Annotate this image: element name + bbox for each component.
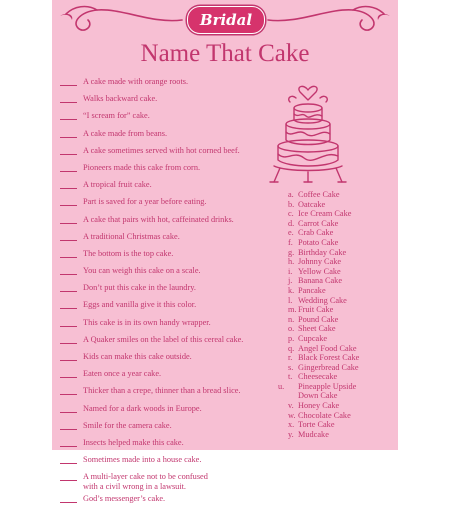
question-item: A traditional Christmas cake. [60,232,305,249]
question-item: Don’t put this cake in the laundry. [60,283,305,300]
answer-blank[interactable] [60,77,77,86]
answer-item: u. Pineapple Upside Down Cake [278,381,357,401]
question-item: Eaten once a year cake. [60,369,305,386]
answer-blank[interactable] [60,421,77,430]
answer-item: x. Torte Cake [288,420,335,430]
answer-item: h. Johnny Cake [288,257,342,267]
answer-blank[interactable] [60,232,77,241]
answer-blank[interactable] [60,94,77,103]
answer-item: e. Crab Cake [288,228,334,238]
answer-item: p. Cupcake [288,333,328,343]
answer-item: f. Potato Cake [288,237,339,247]
question-item: Smile for the camera cake. [60,421,305,438]
answer-blank[interactable] [60,494,77,503]
answer-blank[interactable] [60,438,77,447]
answer-blank[interactable] [60,283,77,292]
question-item: The bottom is the top cake. [60,249,305,266]
answer-blank[interactable] [60,335,77,344]
answer-item: s. Gingerbread Cake [288,362,359,372]
question-item: A Quaker smiles on the label of this cereal cake. [60,335,305,352]
answer-item: d. Carrot Cake [288,218,339,228]
answer-item: r. Black Forest Cake [288,353,360,363]
answer-item: t. Cheesecake [288,372,338,382]
answer-blank[interactable] [60,369,77,378]
answer-item: j. Banana Cake [288,276,343,286]
answer-list [278,190,398,439]
answer-item: o. Sheet Cake [288,324,336,334]
question-item: Insects helped make this cake. [60,438,305,455]
answer-blank[interactable] [60,111,77,120]
question-item: A cake sometimes served with hot corned beef. [60,146,305,163]
answer-blank[interactable] [60,215,77,224]
question-item: “I scream for” cake. [60,111,305,128]
answer-item: c. Ice Cream Cake [288,209,352,219]
question-item: A cake made from beans. [60,129,305,146]
question-item: Walks backward cake. [60,94,305,111]
answer-blank[interactable] [60,455,77,464]
answer-item: b. Oatcake [288,199,326,209]
answer-blank[interactable] [60,318,77,327]
answer-blank[interactable] [60,163,77,172]
answer-item: y. Mudcake [288,429,329,439]
bridal-badge: Bridal [187,6,265,34]
answer-item: w. Chocolate Cake [288,410,351,420]
answer-blank[interactable] [60,266,77,275]
answer-blank[interactable] [60,249,77,258]
question-item: A cake that pairs with hot, caffeinated drinks. [60,215,305,232]
answer-item: q. Angel Food Cake [288,343,357,353]
tiered-cake-heart-icon [266,76,350,186]
answer-blank[interactable] [60,404,77,413]
question-item: Sometimes made into a house cake. [60,455,305,472]
question-item: This cake is in its own handy wrapper. [60,318,305,335]
answer-item: g. Birthday Cake [288,247,347,257]
question-item: A tropical fruit cake. [60,180,305,197]
answer-item: l. Wedding Cake [288,295,347,305]
question-item: Named for a dark woods in Europe. [60,404,305,421]
question-item: A cake made with orange roots. [60,77,305,94]
answer-item: n. Pound Cake [288,314,339,324]
question-item: Pioneers made this cake from corn. [60,163,305,180]
answer-item: m.Fruit Cake [288,305,334,315]
answer-blank[interactable] [60,180,77,189]
question-item: Thicker than a crepe, thinner than a bread slice. [60,386,305,403]
answer-blank[interactable] [60,386,77,395]
question-item: God’s messenger’s cake. [60,494,305,511]
answer-item: a. Coffee Cake [288,190,340,199]
answer-item: i. Yellow Cake [288,266,341,276]
answer-blank[interactable] [60,472,77,481]
question-item: Eggs and vanilla give it this color. [60,300,305,317]
question-item: Part is saved for a year before eating. [60,197,305,214]
question-item: Kids can make this cake outside. [60,352,305,369]
answer-blank[interactable] [60,352,77,361]
answer-blank[interactable] [60,300,77,309]
game-card [52,0,398,504]
answer-blank[interactable] [60,129,77,138]
answer-blank[interactable] [60,197,77,206]
page-title: Name That Cake [140,40,310,67]
question-item: You can weigh this cake on a scale. [60,266,305,283]
answer-item: v. Honey Cake [288,401,340,411]
answer-item: k. Pancake [288,285,326,295]
answer-blank[interactable] [60,146,77,155]
question-item: A multi-layer cake not to be confused with a civil wrong in a lawsuit. [60,472,305,494]
